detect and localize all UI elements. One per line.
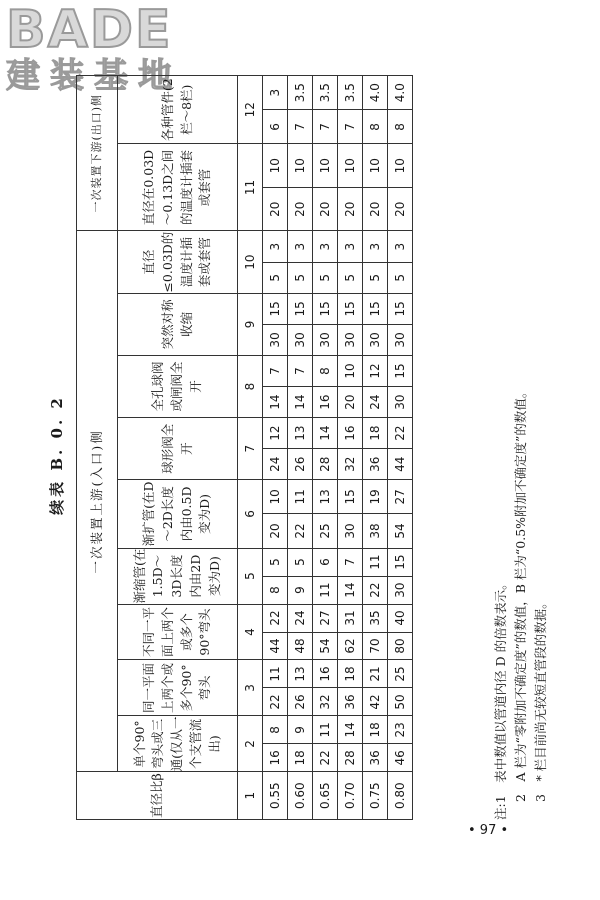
straight-length-table — [76, 75, 413, 820]
value-cell: 18 — [288, 744, 313, 772]
value-cell: 30 — [338, 514, 363, 548]
header-thermowell-large: 直径在0.03D～0.13D之间的温度计插套或套管 — [118, 144, 238, 231]
table-row — [338, 76, 363, 820]
value-cell: 15 — [388, 548, 413, 576]
value-cell: 3 — [313, 231, 338, 262]
value-cell: 28 — [338, 744, 363, 772]
beta-cell: 0.80 — [388, 772, 413, 820]
value-cell: 5 — [338, 262, 363, 293]
value-cell: 18 — [363, 418, 388, 449]
value-cell: 11 — [313, 576, 338, 604]
header-downstream-group: 一次装置下游(出口)侧 — [77, 76, 118, 232]
value-cell: 31 — [338, 604, 363, 632]
value-cell: 27 — [313, 604, 338, 632]
value-cell: 30 — [313, 324, 338, 355]
value-cell: 22 — [263, 604, 288, 632]
table-row — [288, 76, 313, 820]
value-cell: 35 — [363, 604, 388, 632]
value-cell: 15 — [313, 293, 338, 324]
value-cell: 15 — [388, 293, 413, 324]
value-cell: 14 — [338, 576, 363, 604]
header-abrupt-contraction: 突然对称收缩 — [118, 293, 238, 355]
table-body — [263, 76, 413, 820]
value-cell: 10 — [263, 144, 288, 188]
column-index: 11 — [238, 144, 263, 231]
value-cell: 48 — [288, 632, 313, 660]
column-index: 5 — [238, 548, 263, 604]
value-cell: 54 — [313, 632, 338, 660]
beta-cell: 0.60 — [288, 772, 313, 820]
value-cell: 36 — [338, 688, 363, 716]
value-cell: 8 — [363, 110, 388, 144]
value-cell: 4.0 — [363, 76, 388, 110]
value-cell: 50 — [388, 688, 413, 716]
value-cell: 5 — [263, 262, 288, 293]
header-diameter-ratio: 直径比β — [77, 772, 238, 820]
note-3: 3 * 栏目前尚无较短直管段的数据。 — [533, 596, 548, 802]
value-cell: 30 — [388, 324, 413, 355]
header-thermowell-small: 直径≤0.03D的温度计插套或套管 — [118, 231, 238, 293]
value-cell: 12 — [363, 355, 388, 386]
value-cell: 22 — [263, 688, 288, 716]
value-cell: 30 — [363, 324, 388, 355]
note-2: 2 A 栏为“零附加不确定度”的数值，B 栏为“0.5%附加不确定度”的数值。 — [513, 385, 528, 802]
column-index: 6 — [238, 480, 263, 548]
value-cell: 16 — [313, 660, 338, 688]
value-cell: 9 — [288, 576, 313, 604]
value-cell: 7 — [288, 355, 313, 386]
value-cell: 15 — [388, 355, 413, 386]
value-cell: 14 — [263, 387, 288, 418]
value-cell: 8 — [313, 355, 338, 386]
value-cell: 12 — [263, 418, 288, 449]
value-cell: 20 — [288, 188, 313, 232]
value-cell: 3 — [263, 76, 288, 110]
beta-cell: 0.75 — [363, 772, 388, 820]
value-cell: 3 — [338, 231, 363, 262]
value-cell: 8 — [388, 110, 413, 144]
column-index: 7 — [238, 418, 263, 480]
value-cell: 6 — [313, 548, 338, 576]
header-downstream-fittings: 各种管件(2栏～8栏) — [118, 76, 238, 145]
value-cell: 14 — [338, 716, 363, 744]
note-1: 注:1 表中数值以管道内径 D 的倍数表示。 — [493, 577, 508, 820]
value-cell: 9 — [288, 716, 313, 744]
value-cell: 20 — [313, 188, 338, 232]
value-cell: 14 — [288, 387, 313, 418]
value-cell: 4.0 — [388, 76, 413, 110]
value-cell: 20 — [263, 188, 288, 232]
value-cell: 21 — [363, 660, 388, 688]
value-cell: 20 — [363, 188, 388, 232]
header-globe-valve: 球形阀全开 — [118, 418, 238, 480]
value-cell: 7 — [338, 110, 363, 144]
value-cell: 44 — [388, 449, 413, 480]
column-index-row — [238, 76, 263, 820]
value-cell: 5 — [288, 262, 313, 293]
value-cell: 36 — [363, 744, 388, 772]
value-cell: 36 — [363, 449, 388, 480]
value-cell: 16 — [338, 418, 363, 449]
value-cell: 40 — [388, 604, 413, 632]
value-cell: 23 — [388, 716, 413, 744]
value-cell: 8 — [263, 576, 288, 604]
beta-cell: 0.55 — [263, 772, 288, 820]
value-cell: 30 — [388, 576, 413, 604]
beta-cell: 0.65 — [313, 772, 338, 820]
column-index: 12 — [238, 76, 263, 145]
value-cell: 80 — [388, 632, 413, 660]
value-cell: 10 — [388, 144, 413, 188]
value-cell: 30 — [338, 324, 363, 355]
value-cell: 32 — [338, 449, 363, 480]
value-cell: 5 — [388, 262, 413, 293]
logo-subtitle: 建装基地 — [6, 56, 182, 96]
value-cell: 10 — [338, 355, 363, 386]
value-cell: 54 — [388, 514, 413, 548]
value-cell: 16 — [263, 744, 288, 772]
value-cell: 70 — [363, 632, 388, 660]
value-cell: 30 — [388, 387, 413, 418]
value-cell: 5 — [313, 262, 338, 293]
value-cell: 10 — [263, 480, 288, 514]
value-cell: 13 — [288, 660, 313, 688]
table-row — [363, 76, 388, 820]
value-cell: 15 — [338, 293, 363, 324]
value-cell: 3.5 — [288, 76, 313, 110]
value-cell: 11 — [263, 660, 288, 688]
column-index: 3 — [238, 660, 263, 716]
value-cell: 42 — [363, 688, 388, 716]
column-index: 1 — [238, 772, 263, 820]
logo-wordmark: BADE — [6, 0, 173, 60]
header-single-elbow: 单个90°弯头或三通(仅从一个支管流出) — [118, 716, 238, 772]
column-index: 2 — [238, 716, 263, 772]
value-cell: 5 — [363, 262, 388, 293]
value-cell: 20 — [338, 188, 363, 232]
value-cell: 24 — [363, 387, 388, 418]
table-title: 续表 B. 0. 2 — [48, 395, 66, 515]
value-cell: 20 — [263, 514, 288, 548]
value-cell: 7 — [313, 110, 338, 144]
value-cell: 15 — [263, 293, 288, 324]
value-cell: 3 — [363, 231, 388, 262]
value-cell: 24 — [263, 449, 288, 480]
value-cell: 15 — [288, 293, 313, 324]
value-cell: 24 — [288, 604, 313, 632]
value-cell: 44 — [263, 632, 288, 660]
value-cell: 10 — [313, 144, 338, 188]
value-cell: 26 — [288, 449, 313, 480]
value-cell: 3.5 — [338, 76, 363, 110]
value-cell: 10 — [363, 144, 388, 188]
value-cell: 10 — [338, 144, 363, 188]
value-cell: 16 — [313, 387, 338, 418]
value-cell: 32 — [313, 688, 338, 716]
beta-cell: 0.70 — [338, 772, 363, 820]
value-cell: 3 — [388, 231, 413, 262]
value-cell: 3 — [263, 231, 288, 262]
table-notes — [491, 80, 551, 820]
header-expander: 渐扩管(在D～2D长度内由0.5D变为D) — [118, 480, 238, 548]
table-row — [313, 76, 338, 820]
value-cell: 18 — [363, 716, 388, 744]
value-cell: 62 — [338, 632, 363, 660]
value-cell: 30 — [288, 324, 313, 355]
value-cell: 10 — [288, 144, 313, 188]
header-elbows-diff-plane: 不同一平面上两个或多个90°弯头 — [118, 604, 238, 660]
value-cell: 20 — [388, 188, 413, 232]
value-cell: 20 — [338, 387, 363, 418]
value-cell: 15 — [338, 480, 363, 514]
value-cell: 22 — [388, 418, 413, 449]
header-ball-gate-valve: 全孔球阀或闸阀全开 — [118, 355, 238, 417]
value-cell: 5 — [288, 548, 313, 576]
value-cell: 14 — [313, 418, 338, 449]
rotated-table-block — [46, 75, 556, 835]
value-cell: 15 — [363, 293, 388, 324]
value-cell: 30 — [263, 324, 288, 355]
value-cell: 13 — [288, 418, 313, 449]
value-cell: 19 — [363, 480, 388, 514]
value-cell: 11 — [313, 716, 338, 744]
header-upstream-group: 一次装置上游(入口)侧 — [77, 231, 118, 772]
table-row — [263, 76, 288, 820]
value-cell: 28 — [313, 449, 338, 480]
value-cell: 25 — [388, 660, 413, 688]
page-number: • 97 • — [468, 823, 509, 838]
value-cell: 13 — [313, 480, 338, 514]
value-cell: 5 — [263, 548, 288, 576]
value-cell: 46 — [388, 744, 413, 772]
value-cell: 3 — [288, 231, 313, 262]
value-cell: 38 — [363, 514, 388, 548]
value-cell: 22 — [363, 576, 388, 604]
value-cell: 22 — [313, 744, 338, 772]
column-index: 10 — [238, 231, 263, 293]
table-row — [388, 76, 413, 820]
column-index: 8 — [238, 355, 263, 417]
value-cell: 11 — [288, 480, 313, 514]
value-cell: 22 — [288, 514, 313, 548]
value-cell: 7 — [338, 548, 363, 576]
value-cell: 25 — [313, 514, 338, 548]
value-cell: 6 — [263, 110, 288, 144]
value-cell: 7 — [288, 110, 313, 144]
value-cell: 27 — [388, 480, 413, 514]
value-cell: 7 — [263, 355, 288, 386]
value-cell: 11 — [363, 548, 388, 576]
header-reducer: 渐缩管(在1.5D～3D长度内由2D变为D) — [118, 548, 238, 604]
column-index: 9 — [238, 293, 263, 355]
value-cell: 18 — [338, 660, 363, 688]
header-elbows-same-plane: 同一平面上两个或多个90°弯头 — [118, 660, 238, 716]
value-cell: 8 — [263, 716, 288, 744]
value-cell: 3.5 — [313, 76, 338, 110]
column-index: 4 — [238, 604, 263, 660]
value-cell: 26 — [288, 688, 313, 716]
